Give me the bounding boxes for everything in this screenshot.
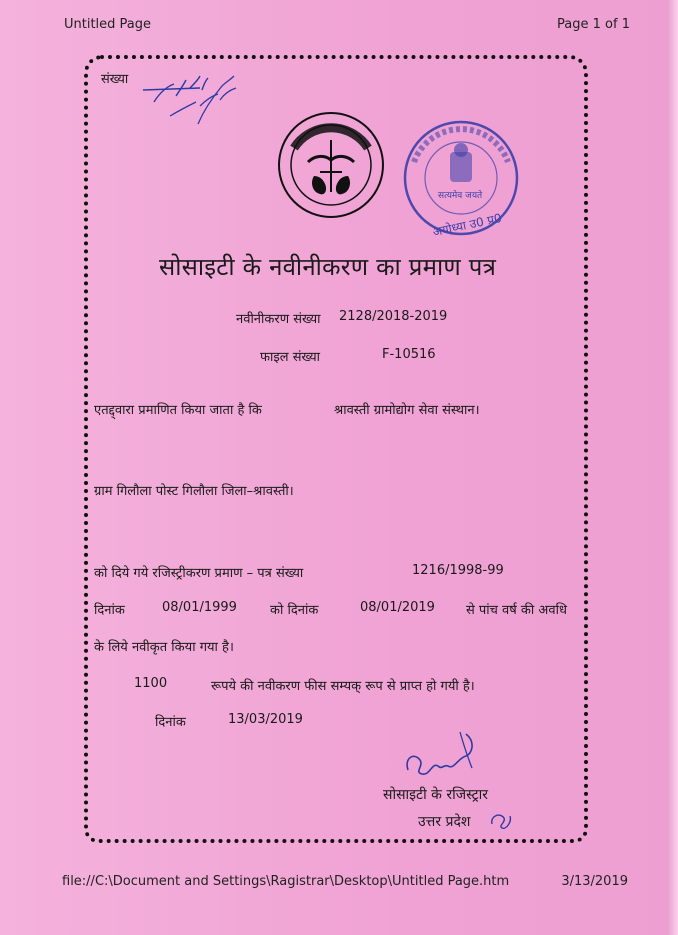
- signatory-title: सोसाइटी के रजिस्ट्रार: [383, 787, 488, 803]
- renewal-number-label: नवीनीकरण संख्या: [236, 312, 321, 327]
- certify-text: एतद्द्वारा प्रमाणित किया जाता है कि: [94, 403, 262, 418]
- society-name: श्रावस्ती ग्रामोद्योग सेवा संस्थान।: [334, 403, 480, 418]
- date-to-label: को दिनांक: [270, 603, 319, 618]
- society-address: ग्राम गिलौला पोस्ट गिलौला जिला–श्रावस्ती।: [94, 484, 294, 499]
- up-government-emblem: [276, 110, 386, 220]
- renewal-number: 2128/2018-2019: [339, 309, 448, 324]
- fee-amount: 1100: [134, 676, 168, 691]
- registration-number: 1216/1998-99: [412, 563, 504, 578]
- stamp-motto: सत्यमेव जयते: [438, 191, 483, 201]
- initial-scribble: [486, 808, 516, 832]
- registration-text: को दिये गये रजिस्ट्रीकरण प्रमाण – पत्र संख्या: [94, 566, 304, 581]
- handwritten-number-scribble: [140, 66, 250, 130]
- issue-date: 13/03/2019: [228, 712, 303, 727]
- stamp-place: अयोध्या उ0 प्र0: [431, 210, 503, 240]
- print-header-page: Page 1 of 1: [557, 17, 630, 32]
- date-from: 08/01/1999: [162, 600, 237, 615]
- print-header-title: Untitled Page: [64, 17, 152, 32]
- renewed-text: के लिये नवीकृत किया गया है।: [94, 640, 234, 655]
- registrar-signature: [400, 728, 520, 788]
- print-footer-date: 3/13/2019: [561, 874, 628, 889]
- print-footer-path: file://C:\Document and Settings\Ragistrar\Desktop\Untitled Page.htm: [62, 874, 510, 889]
- signatory-state: उत्तर प्रदेश: [418, 814, 471, 830]
- certificate-title: सोसाइटी के नवीनीकरण का प्रमाण पत्र: [159, 253, 497, 281]
- period-text: से पांच वर्ष की अवधि: [466, 603, 567, 618]
- file-number: F-10516: [382, 347, 436, 362]
- date-label: दिनांक: [94, 603, 125, 618]
- issue-date-label: दिनांक: [155, 715, 186, 730]
- date-to: 08/01/2019: [360, 600, 435, 615]
- sankhya-label: संख्या: [101, 72, 129, 87]
- fee-text: रूपये की नवीकरण फीस सम्यक् रूप से प्राप्त हो गयी है।: [211, 679, 475, 694]
- file-number-label: फाइल संख्या: [260, 350, 321, 365]
- paper-edge-shade: [668, 0, 678, 935]
